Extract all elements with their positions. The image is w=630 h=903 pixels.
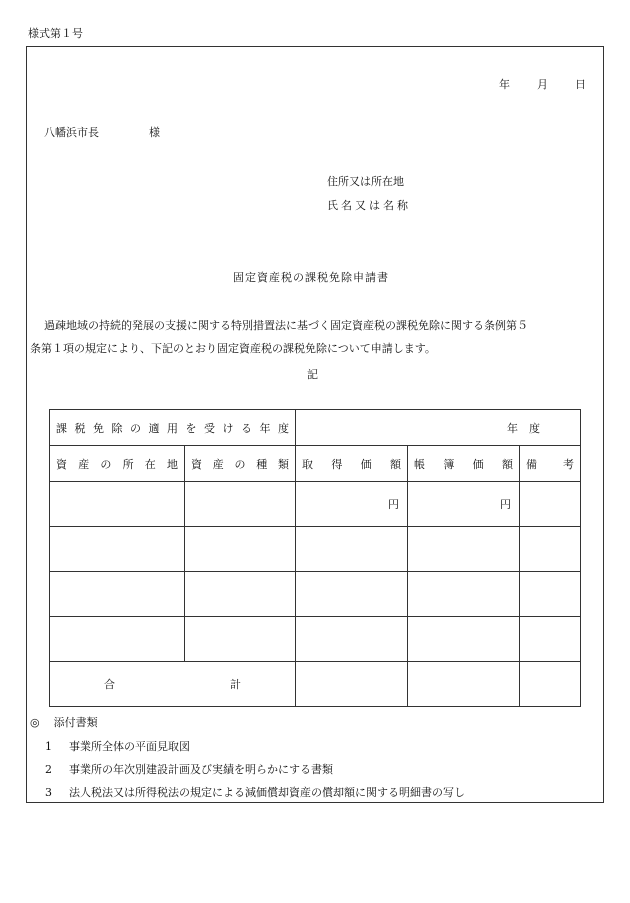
cell-acquisition-price[interactable] <box>296 572 408 617</box>
attachment-number: 3 <box>45 786 52 799</box>
total-row <box>50 662 581 707</box>
total-acquisition-price[interactable] <box>296 662 408 707</box>
cell-book-value[interactable] <box>408 572 520 617</box>
attachments-heading <box>30 714 98 730</box>
double-circle-icon: ◎ <box>30 716 40 729</box>
date-year: 年 <box>499 78 510 91</box>
total-remarks[interactable] <box>520 662 581 707</box>
total-label-right: 計 <box>173 678 241 691</box>
cell-remarks[interactable] <box>520 572 581 617</box>
cell-remarks[interactable] <box>520 617 581 662</box>
attachment-text: 法人税法又は所得税法の規定による減価償却資産の償却額に関する明細書の写し <box>69 786 465 799</box>
body-line-2: 条第１項の規定により、下記のとおり固定資産税の課税免除について申請します。 <box>30 341 436 355</box>
form-number: 様式第１号 <box>28 27 83 40</box>
attachment-number: 2 <box>45 763 52 776</box>
asset-table <box>49 409 581 707</box>
table-row <box>50 527 581 572</box>
cell-book-value[interactable] <box>408 527 520 572</box>
attachment-number: 1 <box>45 740 52 753</box>
attachment-text: 事業所の年次別建設計画及び実績を明らかにする書類 <box>69 763 333 776</box>
cell-acquisition-price[interactable] <box>296 527 408 572</box>
cell-asset-type[interactable] <box>185 482 296 527</box>
table-row <box>50 482 581 527</box>
yen-unit: 円 <box>388 498 399 511</box>
ki-marker: 記 <box>307 368 318 381</box>
cell-location[interactable] <box>50 572 185 617</box>
header-asset-type: 資産の種類 <box>185 446 296 482</box>
cell-acquisition-price[interactable] <box>296 617 408 662</box>
header-book-value: 帳簿価額 <box>408 446 520 482</box>
cell-book-value[interactable] <box>408 617 520 662</box>
header-remarks: 備考 <box>520 446 581 482</box>
attachment-text: 事業所全体の平面見取図 <box>69 740 190 753</box>
attachment-item <box>45 738 190 754</box>
applicant-address-label: 住所又は所在地 <box>327 175 404 188</box>
cell-book-value[interactable] <box>408 482 520 527</box>
cell-remarks[interactable] <box>520 527 581 572</box>
yen-unit: 円 <box>500 498 511 511</box>
cell-location[interactable] <box>50 527 185 572</box>
cell-location[interactable] <box>50 482 185 527</box>
addressee-name: 八幡浜市長 <box>44 126 99 139</box>
applicant-name-label: 氏名又は名称 <box>327 199 411 212</box>
addressee-honorific: 様 <box>149 126 160 139</box>
fiscal-year-row <box>50 410 581 446</box>
header-location: 資産の所在地 <box>50 446 185 482</box>
cell-asset-type[interactable] <box>185 617 296 662</box>
document-title: 固定資産税の課税免除申請書 <box>233 271 389 284</box>
total-label <box>50 662 296 707</box>
addressee <box>44 124 160 140</box>
table-row <box>50 617 581 662</box>
table-row <box>50 572 581 617</box>
date-line <box>499 76 586 92</box>
cell-acquisition-price[interactable] <box>296 482 408 527</box>
attachments-heading-text: 添付書類 <box>53 716 98 729</box>
fiscal-year-value: 年 度 <box>296 410 581 446</box>
cell-location[interactable] <box>50 617 185 662</box>
attachment-item <box>45 761 333 777</box>
header-row <box>50 446 581 482</box>
total-book-value[interactable] <box>408 662 520 707</box>
fiscal-year-label: 課税免除の適用を受ける年度 <box>50 410 296 446</box>
cell-remarks[interactable] <box>520 482 581 527</box>
cell-asset-type[interactable] <box>185 527 296 572</box>
body-line-1: 過疎地域の持続的発展の支援に関する特別措置法に基づく固定資産税の課税免除に関する条例第５ <box>44 319 528 332</box>
date-day: 日 <box>575 78 586 91</box>
total-label-left: 合 <box>104 678 172 691</box>
body-paragraph <box>30 315 604 360</box>
attachment-item <box>45 784 465 800</box>
cell-asset-type[interactable] <box>185 572 296 617</box>
header-acquisition-price: 取得価額 <box>296 446 408 482</box>
date-month: 月 <box>537 78 548 91</box>
